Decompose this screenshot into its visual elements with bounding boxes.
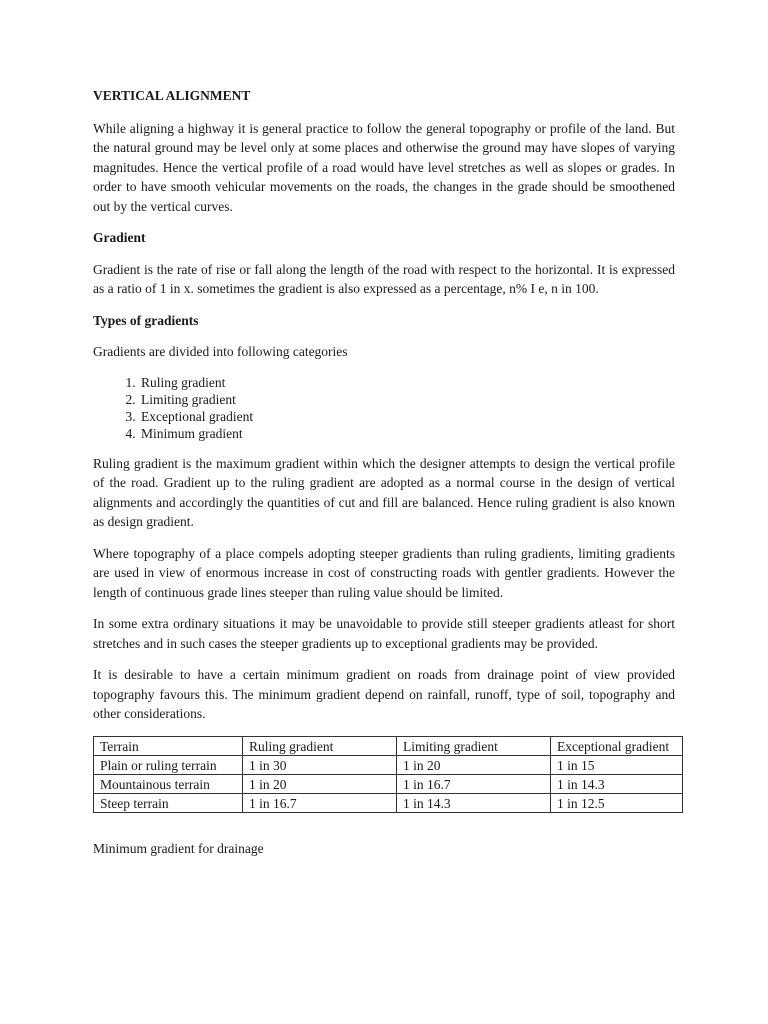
- table-row: [94, 793, 683, 812]
- table-cell: Mountainous terrain: [94, 774, 243, 793]
- table-row: [94, 774, 683, 793]
- table-cell: Steep terrain: [94, 793, 243, 812]
- drainage-subheading: Minimum gradient for drainage: [93, 840, 264, 856]
- table-header-cell: Terrain: [94, 736, 243, 755]
- table-header-cell: Exceptional gradient: [551, 736, 683, 755]
- list-item: 3. Exceptional gradient: [139, 408, 675, 425]
- exceptional-gradient-paragraph: In some extra ordinary situations it may be unavoidable to provide still steeper gradients atleast for short stretches and in such cases the steeper gradients up to exceptional gradients may be provided.: [93, 616, 675, 651]
- gradient-types-list: [93, 374, 675, 442]
- list-item: 4. Minimum gradient: [139, 425, 675, 442]
- table-cell: 1 in 15: [551, 755, 683, 774]
- list-item: 1. Ruling gradient: [139, 374, 675, 391]
- table-row: [94, 755, 683, 774]
- table-cell: 1 in 12.5: [551, 793, 683, 812]
- ruling-gradient-paragraph: Ruling gradient is the maximum gradient within which the designer attempts to design the vertical profile of the road. Gradient up to the ruling gradient are adopted as a normal course in the design of vertical alignments and accordingly the quantities of cut and fill are balanced. Hence ruling gradient is also known as design gradient.: [93, 455, 675, 529]
- table-cell: 1 in 14.3: [397, 793, 551, 812]
- table-cell: 1 in 14.3: [551, 774, 683, 793]
- table-cell: 1 in 30: [243, 755, 397, 774]
- gradient-heading: Gradient: [93, 230, 146, 245]
- types-lead: Gradients are divided into following categories: [93, 344, 348, 359]
- table-cell: Plain or ruling terrain: [94, 755, 243, 774]
- minimum-gradient-paragraph: It is desirable to have a certain minimum gradient on roads from drainage point of view provided topography favours this. The minimum gradient depend on rainfall, runoff, type of soil, topography and other considerations.: [93, 667, 675, 721]
- intro-paragraph: While aligning a highway it is general practice to follow the general topography or profile of the land. But the natural ground may be level only at some places and otherwise the ground may have slopes of varying magnitudes. Hence the vertical profile of a road would have level stretches as well as slopes or grades. In order to have smooth vehicular movements on the roads, the changes in the grade should be smoothened out by the vertical curves.: [93, 120, 675, 214]
- document-title: VERTICAL ALIGNMENT: [93, 88, 251, 103]
- limiting-gradient-paragraph: Where topography of a place compels adopting steeper gradients than ruling gradients, limiting gradients are used in view of enormous increase in cost of constructing roads with gentler gradients. However the length of continuous grade lines steeper than ruling value should be limited.: [93, 545, 675, 600]
- table-header-row: [94, 736, 683, 755]
- table-cell: 1 in 20: [243, 774, 397, 793]
- table-header-cell: Limiting gradient: [397, 736, 551, 755]
- table-cell: 1 in 20: [397, 755, 551, 774]
- document-content: [93, 86, 675, 870]
- gradient-table: [93, 736, 683, 813]
- table-header-cell: Ruling gradient: [243, 736, 397, 755]
- table-cell: 1 in 16.7: [397, 774, 551, 793]
- table-cell: 1 in 16.7: [243, 793, 397, 812]
- types-heading: Types of gradients: [93, 312, 199, 328]
- gradient-paragraph: Gradient is the rate of rise or fall along the length of the road with respect to the horizontal. It is expressed as a ratio of 1 in x. sometimes the gradient is also expressed as a percentage, n% I e, n in 100.: [93, 261, 675, 296]
- list-item: 2. Limiting gradient: [139, 391, 675, 408]
